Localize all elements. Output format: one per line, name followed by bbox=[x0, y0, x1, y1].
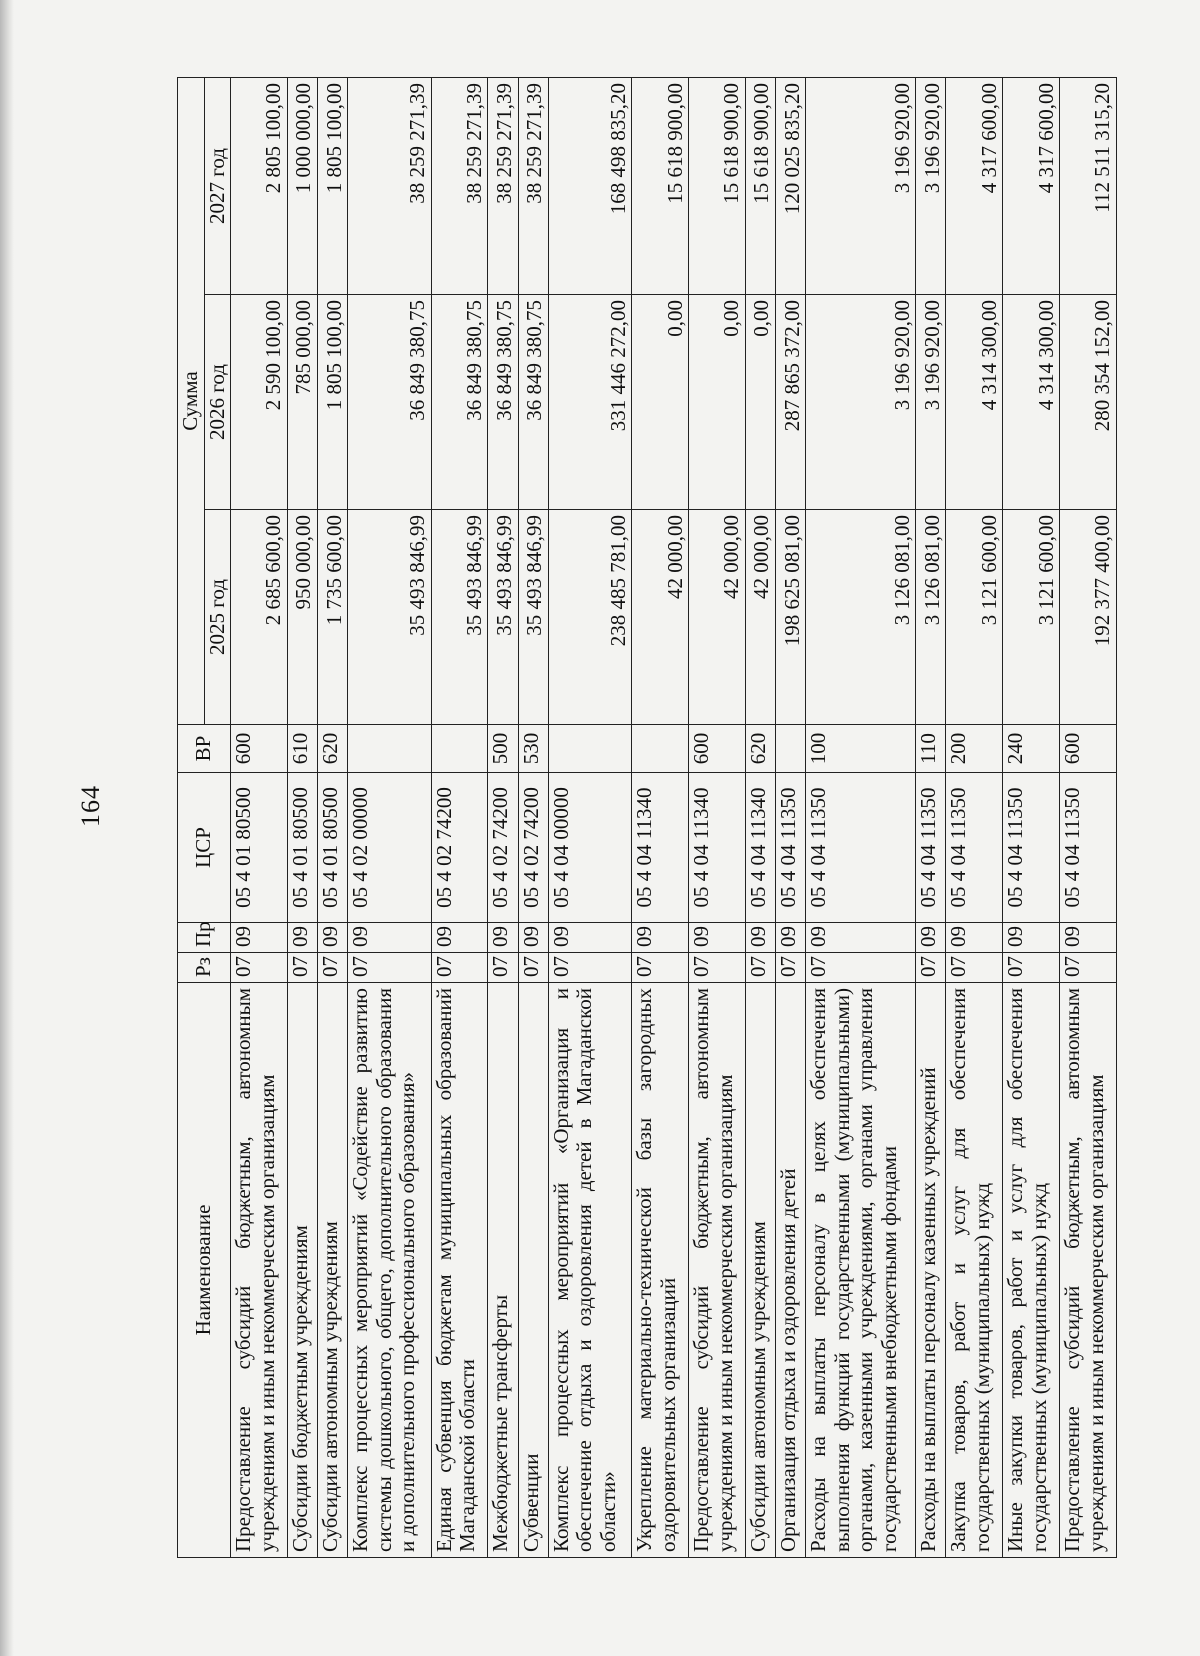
row-vr: 110 bbox=[916, 725, 946, 773]
table-row bbox=[317, 77, 347, 1557]
row-sum-2027: 3 196 920,00 bbox=[916, 77, 946, 294]
row-sum-2027: 4 317 600,00 bbox=[946, 77, 1003, 294]
row-rz: 07 bbox=[1060, 953, 1117, 983]
row-sum-2025: 3 126 081,00 bbox=[806, 510, 916, 725]
row-sum-2025: 35 493 846,99 bbox=[518, 510, 548, 725]
budget-table bbox=[177, 77, 1117, 1558]
row-sum-2026: 4 314 300,00 bbox=[1003, 295, 1060, 510]
row-sum-2026: 331 446 272,00 bbox=[548, 295, 632, 510]
row-pr: 09 bbox=[1060, 923, 1117, 953]
row-sum-2027: 38 259 271,39 bbox=[488, 77, 518, 294]
row-sum-2026: 287 865 372,00 bbox=[775, 295, 805, 510]
row-sum-2026: 36 849 380,75 bbox=[431, 295, 488, 510]
row-pr: 09 bbox=[287, 923, 317, 953]
row-pr: 09 bbox=[1003, 923, 1060, 953]
row-vr: 500 bbox=[488, 725, 518, 773]
table-row bbox=[916, 77, 946, 1557]
scan-edge bbox=[0, 0, 14, 1656]
row-vr: 240 bbox=[1003, 725, 1060, 773]
row-sum-2025: 35 493 846,99 bbox=[488, 510, 518, 725]
row-csr: 05 4 04 11350 bbox=[806, 773, 916, 923]
row-name: Субвенции bbox=[518, 983, 548, 1558]
row-sum-2027: 1 805 100,00 bbox=[317, 77, 347, 294]
row-name: Комплекс процессных мероприятий «Содействие развитию системы дошкольного, общего, дополнительного образования и дополнительного профессионального образования» bbox=[348, 983, 432, 1558]
row-rz: 07 bbox=[775, 953, 805, 983]
row-rz: 07 bbox=[946, 953, 1003, 983]
row-sum-2026: 1 805 100,00 bbox=[317, 295, 347, 510]
row-rz: 07 bbox=[231, 953, 288, 983]
row-sum-2025: 3 121 600,00 bbox=[946, 510, 1003, 725]
table-row bbox=[518, 77, 548, 1557]
row-csr: 05 4 04 11350 bbox=[1003, 773, 1060, 923]
row-rz: 07 bbox=[317, 953, 347, 983]
row-pr: 09 bbox=[317, 923, 347, 953]
row-vr bbox=[548, 725, 632, 773]
row-rz: 07 bbox=[1003, 953, 1060, 983]
row-vr bbox=[632, 725, 689, 773]
table-row bbox=[431, 77, 488, 1557]
row-pr: 09 bbox=[488, 923, 518, 953]
row-vr: 100 bbox=[806, 725, 916, 773]
row-vr: 620 bbox=[317, 725, 347, 773]
row-sum-2025: 950 000,00 bbox=[287, 510, 317, 725]
row-csr: 05 4 04 11340 bbox=[632, 773, 689, 923]
table-row bbox=[632, 77, 689, 1557]
row-vr: 600 bbox=[689, 725, 746, 773]
row-name: Предоставление субсидий бюджетным, автономным учреждениям и иным некоммерческим организациям bbox=[231, 983, 288, 1558]
row-pr: 09 bbox=[548, 923, 632, 953]
row-csr: 05 4 04 11350 bbox=[1060, 773, 1117, 923]
row-pr: 09 bbox=[348, 923, 432, 953]
row-rz: 07 bbox=[548, 953, 632, 983]
row-csr: 05 4 04 11350 bbox=[775, 773, 805, 923]
row-sum-2026: 3 196 920,00 bbox=[916, 295, 946, 510]
row-sum-2025: 35 493 846,99 bbox=[431, 510, 488, 725]
header-year-2027: 2027 год bbox=[204, 77, 231, 294]
row-pr: 09 bbox=[231, 923, 288, 953]
row-sum-2026: 36 849 380,75 bbox=[348, 295, 432, 510]
row-rz: 07 bbox=[287, 953, 317, 983]
row-name: Иные закупки товаров, работ и услуг для обеспечения государственных (муниципальных) нужд bbox=[1003, 983, 1060, 1558]
row-pr: 09 bbox=[689, 923, 746, 953]
row-sum-2026: 36 849 380,75 bbox=[488, 295, 518, 510]
row-name: Расходы на выплаты персоналу в целях обеспечения выполнения функций государственными (муниципальными) органами, казенными учреждениями, органами управления государственными внебюджетными фондами bbox=[806, 983, 916, 1558]
table-row bbox=[1060, 77, 1117, 1557]
row-sum-2025: 42 000,00 bbox=[689, 510, 746, 725]
row-sum-2025: 3 126 081,00 bbox=[916, 510, 946, 725]
row-rz: 07 bbox=[488, 953, 518, 983]
row-rz: 07 bbox=[689, 953, 746, 983]
row-vr: 600 bbox=[1060, 725, 1117, 773]
row-sum-2027: 15 618 900,00 bbox=[745, 77, 775, 294]
header-rz: Рз bbox=[178, 953, 231, 983]
row-sum-2027: 1 000 000,00 bbox=[287, 77, 317, 294]
row-name: Субсидии автономным учреждениям bbox=[745, 983, 775, 1558]
table-row bbox=[488, 77, 518, 1557]
row-csr: 05 4 01 80500 bbox=[231, 773, 288, 923]
row-pr: 09 bbox=[632, 923, 689, 953]
row-name: Расходы на выплаты персоналу казенных учреждений bbox=[916, 983, 946, 1558]
page-number: 164 bbox=[76, 785, 105, 827]
row-sum-2027: 4 317 600,00 bbox=[1003, 77, 1060, 294]
row-vr: 200 bbox=[946, 725, 1003, 773]
header-vr: ВР bbox=[178, 725, 231, 773]
row-pr: 09 bbox=[916, 923, 946, 953]
row-sum-2025: 42 000,00 bbox=[745, 510, 775, 725]
row-sum-2026: 3 196 920,00 bbox=[806, 295, 916, 510]
header-year-2025: 2025 год bbox=[204, 510, 231, 725]
row-sum-2025: 198 625 081,00 bbox=[775, 510, 805, 725]
row-sum-2025: 238 485 781,00 bbox=[548, 510, 632, 725]
table-row bbox=[745, 77, 775, 1557]
row-rz: 07 bbox=[806, 953, 916, 983]
row-csr: 05 4 02 74200 bbox=[431, 773, 488, 923]
row-pr: 09 bbox=[518, 923, 548, 953]
row-name: Предоставление субсидий бюджетным, автономным учреждениям и иным некоммерческим организациям bbox=[1060, 983, 1117, 1558]
header-name: Наименование bbox=[178, 983, 231, 1558]
table-row bbox=[548, 77, 632, 1557]
row-sum-2025: 1 735 600,00 bbox=[317, 510, 347, 725]
row-sum-2027: 38 259 271,39 bbox=[348, 77, 432, 294]
row-csr: 05 4 04 11350 bbox=[946, 773, 1003, 923]
row-rz: 07 bbox=[632, 953, 689, 983]
row-name: Укрепление материально-технической базы загородных оздоровительных организаций bbox=[632, 983, 689, 1558]
row-sum-2027: 15 618 900,00 bbox=[689, 77, 746, 294]
table-row bbox=[775, 77, 805, 1557]
row-vr: 530 bbox=[518, 725, 548, 773]
header-csr: ЦСР bbox=[178, 773, 231, 923]
row-rz: 07 bbox=[348, 953, 432, 983]
table-row bbox=[348, 77, 432, 1557]
row-vr bbox=[775, 725, 805, 773]
row-sum-2027: 2 805 100,00 bbox=[231, 77, 288, 294]
header-year-2026: 2026 год bbox=[204, 295, 231, 510]
table-row bbox=[231, 77, 288, 1557]
row-rz: 07 bbox=[518, 953, 548, 983]
row-pr: 09 bbox=[775, 923, 805, 953]
row-vr: 610 bbox=[287, 725, 317, 773]
row-sum-2025: 2 685 600,00 bbox=[231, 510, 288, 725]
table-row bbox=[287, 77, 317, 1557]
row-pr: 09 bbox=[745, 923, 775, 953]
row-csr: 05 4 01 80500 bbox=[287, 773, 317, 923]
row-sum-2026: 0,00 bbox=[632, 295, 689, 510]
row-vr bbox=[348, 725, 432, 773]
row-pr: 09 bbox=[431, 923, 488, 953]
row-rz: 07 bbox=[916, 953, 946, 983]
table-row bbox=[1003, 77, 1060, 1557]
row-pr: 09 bbox=[806, 923, 916, 953]
row-sum-2027: 3 196 920,00 bbox=[806, 77, 916, 294]
row-sum-2027: 15 618 900,00 bbox=[632, 77, 689, 294]
rotated-table-container bbox=[177, 78, 1117, 1558]
row-sum-2027: 38 259 271,39 bbox=[431, 77, 488, 294]
table-row bbox=[689, 77, 746, 1557]
row-rz: 07 bbox=[745, 953, 775, 983]
row-vr bbox=[431, 725, 488, 773]
row-rz: 07 bbox=[431, 953, 488, 983]
row-sum-2026: 36 849 380,75 bbox=[518, 295, 548, 510]
row-vr: 600 bbox=[231, 725, 288, 773]
row-csr: 05 4 04 11340 bbox=[689, 773, 746, 923]
row-sum-2027: 120 025 835,20 bbox=[775, 77, 805, 294]
row-sum-2027: 168 498 835,20 bbox=[548, 77, 632, 294]
row-csr: 05 4 04 11340 bbox=[745, 773, 775, 923]
row-sum-2026: 0,00 bbox=[745, 295, 775, 510]
row-name: Субсидии автономным учреждениям bbox=[317, 983, 347, 1558]
row-csr: 05 4 01 80500 bbox=[317, 773, 347, 923]
row-sum-2025: 42 000,00 bbox=[632, 510, 689, 725]
row-sum-2026: 4 314 300,00 bbox=[946, 295, 1003, 510]
table-row bbox=[946, 77, 1003, 1557]
row-csr: 05 4 02 74200 bbox=[488, 773, 518, 923]
table-body bbox=[231, 77, 1117, 1557]
header-sum: Сумма bbox=[178, 77, 205, 724]
row-sum-2025: 35 493 846,99 bbox=[348, 510, 432, 725]
row-sum-2027: 112 511 315,20 bbox=[1060, 77, 1117, 294]
row-sum-2027: 38 259 271,39 bbox=[518, 77, 548, 294]
row-csr: 05 4 04 11350 bbox=[916, 773, 946, 923]
table-row bbox=[806, 77, 916, 1557]
row-pr: 09 bbox=[946, 923, 1003, 953]
row-name: Межбюджетные трансферты bbox=[488, 983, 518, 1558]
row-sum-2025: 3 121 600,00 bbox=[1003, 510, 1060, 725]
row-sum-2026: 785 000,00 bbox=[287, 295, 317, 510]
row-csr: 05 4 02 00000 bbox=[348, 773, 432, 923]
row-name: Субсидии бюджетным учреждениям bbox=[287, 983, 317, 1558]
row-name: Комплекс процессных мероприятий «Организация и обеспечение отдыха и оздоровления детей в Магаданской области» bbox=[548, 983, 632, 1558]
row-name: Организация отдыха и оздоровления детей bbox=[775, 983, 805, 1558]
row-sum-2026: 0,00 bbox=[689, 295, 746, 510]
row-sum-2026: 280 354 152,00 bbox=[1060, 295, 1117, 510]
row-csr: 05 4 04 00000 bbox=[548, 773, 632, 923]
row-vr: 620 bbox=[745, 725, 775, 773]
row-sum-2025: 192 377 400,00 bbox=[1060, 510, 1117, 725]
row-csr: 05 4 02 74200 bbox=[518, 773, 548, 923]
row-name: Единая субвенция бюджетам муниципальных образований Магаданской области bbox=[431, 983, 488, 1558]
header-pr: Пр bbox=[178, 923, 231, 953]
row-name: Закупка товаров, работ и услуг для обеспечения государственных (муниципальных) нужд bbox=[946, 983, 1003, 1558]
row-name: Предоставление субсидий бюджетным, автономным учреждениям и иным некоммерческим организациям bbox=[689, 983, 746, 1558]
row-sum-2026: 2 590 100,00 bbox=[231, 295, 288, 510]
